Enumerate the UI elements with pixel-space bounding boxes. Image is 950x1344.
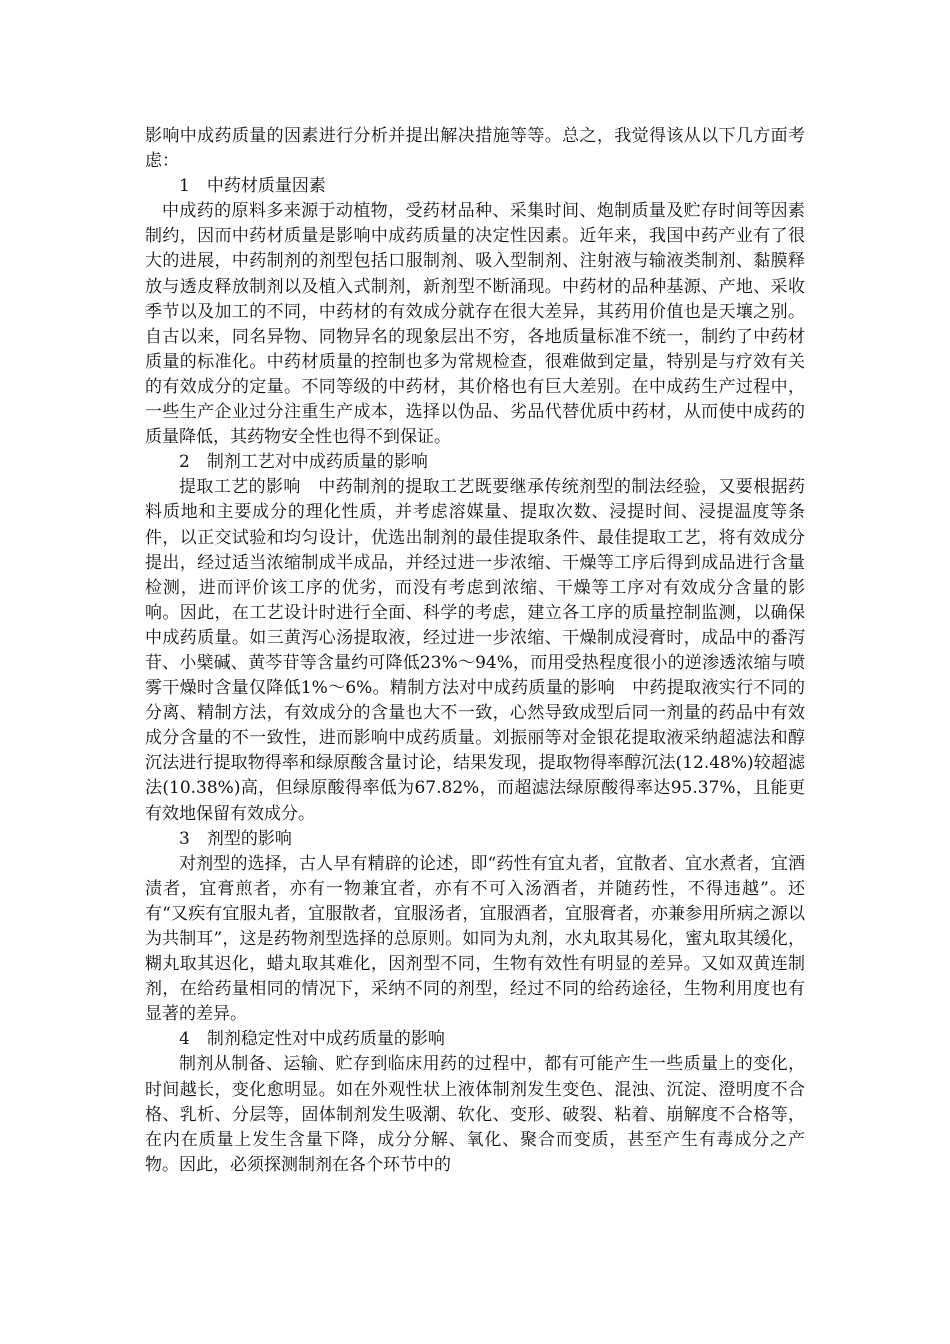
section-heading-2: 2 制剂工艺对中成药质量的影响	[179, 452, 428, 473]
section-3-paragraph: 对剂型的选择，古人早有精辟的论述，即“药性有宜丸者，宜散者、宜水煮者，宜酒渍者，宜膏煎者，亦有一物兼宜者，亦有不可入汤酒者，并随药性，不得违越”。还有“又疾有宜服丸者，宜服散者，宜服汤者，宜服酒者，宜服膏者，亦兼参用所病之源以为共制耳”，这是药物剂型选择的总原则。如同为丸剂，水丸取其易化，蜜丸取其缓化，糊丸取其迟化，蜡丸取其难化，因剂型不同，生物有效性有明显的差异。又如双黄连制剂，在给药量相同的情况下，采纳不同的剂型，经过不同的给药途径，生物利用度也有显著的差异。	[145, 853, 805, 1025]
section-heading-1: 1 中药材质量因素	[179, 176, 326, 197]
section-4-paragraph: 制剂从制备、运输、贮存到临床用药的过程中，都有可能产生一些质量上的变化，时间越长，变化愈明显。如在外观性状上液体制剂发生变色、混浊、沉淀、澄明度不合格、乳析、分层等，固体制剂发生吸潮、软化、变形、破裂、粘着、崩解度不合格等，在内在质量上发生含量下降，成分分解、氧化、聚合而变质，甚至产生有毒成分之产物。因此，必须探测制剂在各个环节中的	[145, 1054, 805, 1175]
section-heading-4: 4 制剂稳定性对中成药质量的影响	[179, 1029, 445, 1050]
section-1-paragraph: 中成药的原料多来源于动植物，受药材品种、采集时间、炮制质量及贮存时间等因素制约，因而中药材质量是影响中成药质量的决定性因素。近年来，我国中药产业有了很大的进展，中药制剂的剂型包括口服制剂、吸入型制剂、注射液与输液类制剂、黏膜释放与透皮释放制剂以及植入式制剂，新剂型不断涌现。中药材的品种基源、产地、采收季节以及加工的不同，中药材的有效成分就存在很大差异，其药用价值也是天壤之别。自古以来，同名异物、同物异名的现象层出不穷，各地质量标准不统一，制约了中药材质量的标准化。中药材质量的控制也多为常规检查，很难做到定量，特别是与疗效有关的有效成分的定量。不同等级的中药材，其价格也有巨大差别。在中成药生产过程中，一些生产企业过分注重生产成本，选择以伪品、劣品代替优质中药材，从而使中成药的质量降低，其药物安全性也得不到保证。	[145, 201, 805, 448]
section-heading-3: 3 剂型的影响	[179, 828, 292, 849]
intro-paragraph: 影响中成药质量的因素进行分析并提出解决措施等等。总之，我觉得该从以下几方面考虑：	[145, 126, 805, 172]
document-page	[145, 124, 805, 1178]
section-2-paragraph: 提取工艺的影响 中药制剂的提取工艺既要继承传统剂型的制法经验，又要根据药料质地和主要成分的理化性质，并考虑溶媒量、提取次数、浸提时间、浸提温度等条件，以正交试验和均匀设计，优选出制剂的最佳提取条件、最佳提取工艺，将有效成分提出，经过适当浓缩制成半成品，并经过进一步浓缩、干燥等工序后得到成品进行含量检测，进而评价该工序的优劣，而没有考虑到浓缩、干燥等工序对有效成分含量的影响。因此，在工艺设计时进行全面、科学的考虑，建立各工序的质量控制监测，以确保中成药质量。如三黄泻心汤提取液，经过进一步浓缩、干燥制成浸膏时，成品中的番泻苷、小檗碱、黄芩苷等含量约可降低23%～94%，而用受热程度很小的逆渗透浓缩与喷雾干燥时含量仅降低1%～6%。精制方法对中成药质量的影响 中药提取液实行不同的分离、精制方法，有效成分的含量也大不一致，心然导致成型后同一剂量的药品中有效成分含量的不一致性，进而影响中成药质量。刘振丽等对金银花提取液采纳超滤法和醇沉法进行提取物得率和绿原酸含量讨论，结果发现，提取物得率醇沉法(12.48%)较超滤法(10.38%)高，但绿原酸得率低为67.82%，而超滤法绿原酸得率达95.37%，且能更有效地保留有效成分。	[145, 477, 805, 824]
